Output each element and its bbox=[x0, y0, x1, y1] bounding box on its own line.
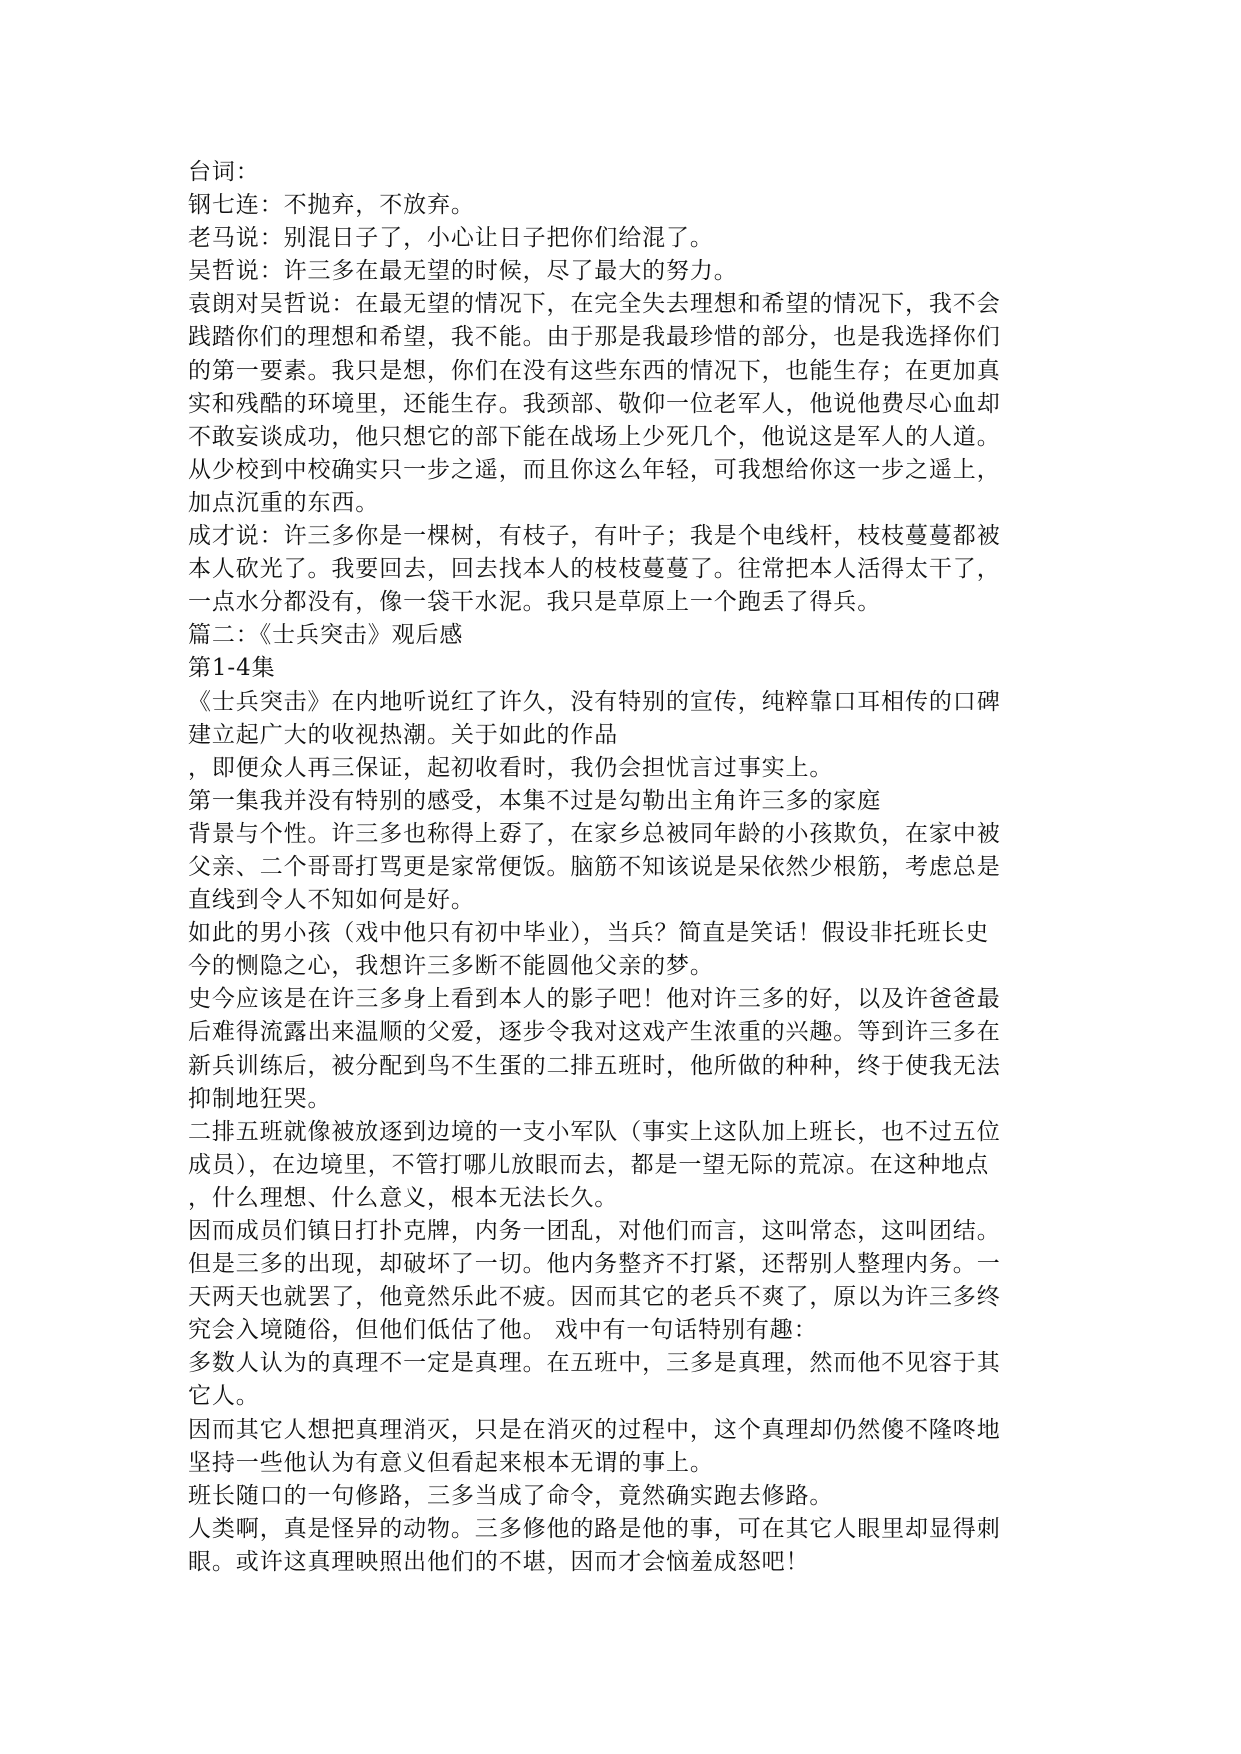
text-line: 新兵训练后，被分配到鸟不生蛋的二排五班时，他所做的种种，终于使我无法 bbox=[188, 1052, 1001, 1079]
text-line: 《士兵突击》在内地听说红了许久，没有特别的宣传，纯粹靠口耳相传的口碑 bbox=[188, 688, 1001, 715]
text-line: 背景与个性。许三多也称得上孬了，在家乡总被同年龄的小孩欺负，在家中被 bbox=[188, 820, 1001, 847]
text-line: 父亲、二个哥哥打骂更是家常便饭。脑筋不知该说是呆依然少根筋，考虑总是 bbox=[188, 853, 1001, 880]
text-line: 坚持一些他认为有意义但看起来根本无谓的事上。 bbox=[188, 1449, 714, 1476]
text-line: 今的恻隐之心，我想许三多断不能圆他父亲的梦。 bbox=[188, 953, 714, 980]
text-line: 天两天也就罢了，他竟然乐此不疲。因而其它的老兵不爽了，原以为许三多终 bbox=[188, 1284, 1001, 1311]
text-line: 究会入境随俗，但他们低估了他。 戏中有一句话特别有趣： bbox=[188, 1317, 818, 1344]
text-line: 如此的男小孩（戏中他只有初中毕业），当兵？简直是笑话！假设非托班长史 bbox=[188, 920, 990, 947]
text-line: 直线到令人不知如何是好。 bbox=[188, 887, 475, 914]
text-line: 它人。 bbox=[188, 1383, 260, 1410]
text-line: 成员），在边境里，不管打哪儿放眼而去，都是一望无际的荒凉。在这种地点 bbox=[188, 1151, 990, 1178]
text-line: 台词： bbox=[188, 159, 260, 185]
text-line: ，即便众人再三保证，起初收看时，我仍会担忧言过事实上。 bbox=[188, 754, 834, 781]
text-line: 史今应该是在许三多身上看到本人的影子吧！他对许三多的好，以及许爸爸最 bbox=[188, 986, 1001, 1013]
text-line: 抑制地狂哭。 bbox=[188, 1085, 332, 1112]
text-line: 不敢妄谈成功，他只想它的部下能在战场上少死几个，他说这是军人的人道。 bbox=[188, 423, 1001, 450]
text-line: 多数人认为的真理不一定是真理。在五班中，三多是真理，然而他不见容于其 bbox=[188, 1350, 1001, 1377]
text-line: 眼。或许这真理映照出他们的不堪，因而才会恼羞成怒吧！ bbox=[188, 1548, 810, 1575]
text-line: 但是三多的出现，却破坏了一切。他内务整齐不打紧，还帮别人整理内务。一 bbox=[188, 1251, 1001, 1278]
text-line: ，什么理想、什么意义，根本无法长久。 bbox=[188, 1184, 619, 1211]
text-line: 钢七连：不抛弃，不放弃。 bbox=[188, 192, 475, 219]
text-line: 实和残酷的环境里，还能生存。我颈部、敬仰一位老军人，他说他费尽心血却 bbox=[188, 390, 1001, 417]
text-line: 因而其它人想把真理消灭，只是在消灭的过程中，这个真理却仍然傻不隆咚地 bbox=[188, 1416, 1001, 1443]
text-line: 老马说：别混日子了，小心让日子把你们给混了。 bbox=[188, 225, 714, 252]
text-line: 本人砍光了。我要回去，回去找本人的枝枝蔓蔓了。往常把本人活得太干了， bbox=[188, 556, 1001, 583]
text-line: 的第一要素。我只是想，你们在没有这些东西的情况下，也能生存；在更加真 bbox=[188, 357, 1001, 384]
text-line: 二排五班就像被放逐到边境的一支小军队（事实上这队加上班长，也不过五位 bbox=[188, 1118, 1001, 1145]
episode-heading: 第1-4集 bbox=[188, 655, 276, 682]
text-line: 后难得流露出来温顺的父爱，逐步令我对这戏产生浓重的兴趣。等到许三多在 bbox=[188, 1019, 1001, 1046]
text-line: 一点水分都没有，像一袋干水泥。我只是草原上一个跑丢了得兵。 bbox=[188, 589, 882, 616]
section-heading: 篇二：《士兵突击》观后感 bbox=[188, 622, 464, 649]
text-line: 建立起广大的收视热潮。关于如此的作品 bbox=[188, 721, 619, 748]
document-body bbox=[188, 156, 1054, 1579]
text-line: 第一集我并没有特别的感受，本集不过是勾勒出主角许三多的家庭 bbox=[188, 787, 882, 814]
text-line: 袁朗对吴哲说：在最无望的情况下，在完全失去理想和希望的情况下，我不会 bbox=[188, 291, 1001, 318]
text-line: 成才说：许三多你是一棵树，有枝子，有叶子；我是个电线杆，枝枝蔓蔓都被 bbox=[188, 523, 1001, 550]
text-line: 从少校到中校确实只一步之遥，而且你这么年轻，可我想给你这一步之遥上， bbox=[188, 456, 1001, 483]
text-line: 吴哲说：许三多在最无望的时候，尽了最大的努力。 bbox=[188, 258, 738, 285]
text-line: 班长随口的一句修路，三多当成了命令，竟然确实跑去修路。 bbox=[188, 1482, 834, 1509]
text-line: 践踏你们的理想和希望，我不能。由于那是我最珍惜的部分，也是我选择你们 bbox=[188, 324, 1001, 351]
text-line: 人类啊，真是怪异的动物。三多修他的路是他的事，可在其它人眼里却显得刺 bbox=[188, 1515, 1001, 1542]
text-line: 因而成员们镇日打扑克牌，内务一团乱，对他们而言，这叫常态，这叫团结。 bbox=[188, 1218, 1001, 1244]
text-line: 加点沉重的东西。 bbox=[188, 489, 380, 516]
